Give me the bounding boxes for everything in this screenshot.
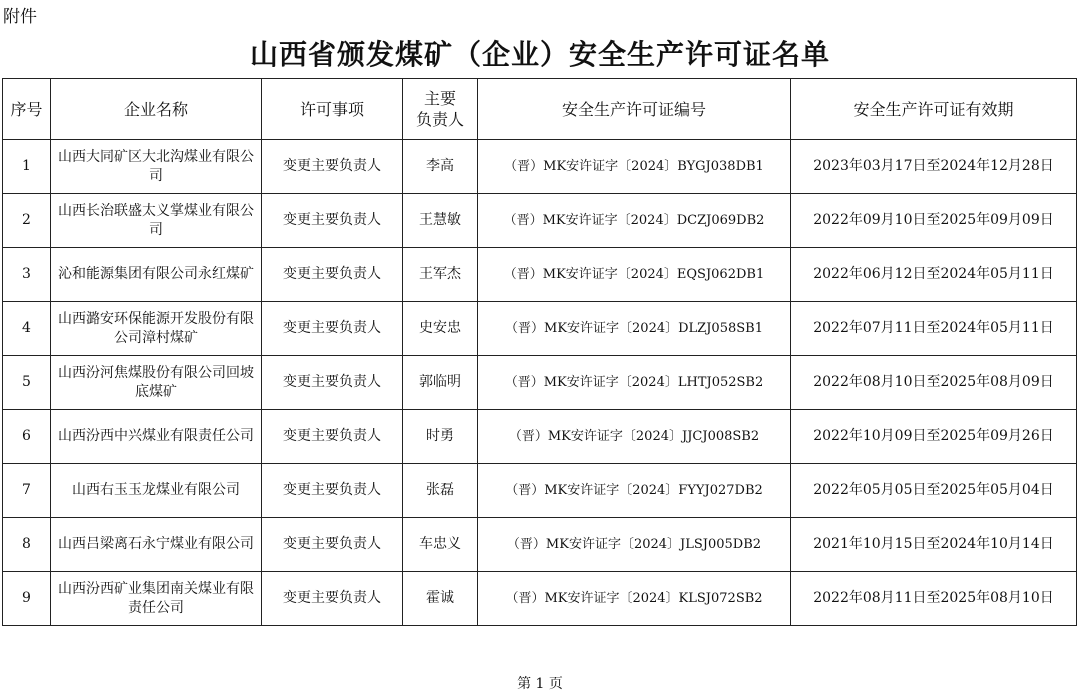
table-row [3, 410, 1077, 464]
cell-person: 王慧敏 [403, 194, 478, 248]
cell-item: 变更主要负责人 [262, 572, 403, 626]
cell-no: 3 [3, 248, 51, 302]
cell-company: 山西汾西中兴煤业有限责任公司 [51, 410, 262, 464]
cell-no: 1 [3, 140, 51, 194]
header-validity: 安全生产许可证有效期 [791, 79, 1077, 140]
cell-code: （晋）MK安许证字〔2024〕LHTJ052SB2 [478, 356, 791, 410]
cell-item: 变更主要负责人 [262, 302, 403, 356]
header-person: 主要 负责人 [403, 79, 478, 140]
cell-validity: 2022年08月10日至2025年08月09日 [791, 356, 1077, 410]
cell-person: 李高 [403, 140, 478, 194]
cell-person: 车忠义 [403, 518, 478, 572]
cell-code: （晋）MK安许证字〔2024〕JLSJ005DB2 [478, 518, 791, 572]
cell-code: （晋）MK安许证字〔2024〕KLSJ072SB2 [478, 572, 791, 626]
cell-validity: 2022年09月10日至2025年09月09日 [791, 194, 1077, 248]
cell-company: 山西长治联盛太义掌煤业有限公司 [51, 194, 262, 248]
cell-person: 郭临明 [403, 356, 478, 410]
cell-code: （晋）MK安许证字〔2024〕BYGJ038DB1 [478, 140, 791, 194]
cell-company: 山西汾河焦煤股份有限公司回坡底煤矿 [51, 356, 262, 410]
cell-validity: 2022年10月09日至2025年09月26日 [791, 410, 1077, 464]
cell-no: 5 [3, 356, 51, 410]
cell-code: （晋）MK安许证字〔2024〕DCZJ069DB2 [478, 194, 791, 248]
page-number: 第 1 页 [517, 676, 563, 692]
cell-code: （晋）MK安许证字〔2024〕DLZJ058SB1 [478, 302, 791, 356]
table-row [3, 140, 1077, 194]
cell-person: 时勇 [403, 410, 478, 464]
cell-person: 张磊 [403, 464, 478, 518]
cell-code: （晋）MK安许证字〔2024〕EQSJ062DB1 [478, 248, 791, 302]
table-row [3, 518, 1077, 572]
cell-item: 变更主要负责人 [262, 464, 403, 518]
cell-company: 沁和能源集团有限公司永红煤矿 [51, 248, 262, 302]
cell-no: 4 [3, 302, 51, 356]
table-row [3, 356, 1077, 410]
cell-item: 变更主要负责人 [262, 140, 403, 194]
cell-company: 山西潞安环保能源开发股份有限公司漳村煤矿 [51, 302, 262, 356]
table-row [3, 302, 1077, 356]
cell-company: 山西汾西矿业集团南关煤业有限责任公司 [51, 572, 262, 626]
header-code: 安全生产许可证编号 [478, 79, 791, 140]
cell-code: （晋）MK安许证字〔2024〕FYYJ027DB2 [478, 464, 791, 518]
cell-item: 变更主要负责人 [262, 410, 403, 464]
cell-company: 山西大同矿区大北沟煤业有限公司 [51, 140, 262, 194]
table-row [3, 194, 1077, 248]
cell-person: 史安忠 [403, 302, 478, 356]
cell-company: 山西吕梁离石永宁煤业有限公司 [51, 518, 262, 572]
header-item: 许可事项 [262, 79, 403, 140]
cell-no: 2 [3, 194, 51, 248]
cell-no: 6 [3, 410, 51, 464]
cell-person: 王军杰 [403, 248, 478, 302]
cell-validity: 2023年03月17日至2024年12月28日 [791, 140, 1077, 194]
header-company: 企业名称 [51, 79, 262, 140]
cell-validity: 2021年10月15日至2024年10月14日 [791, 518, 1077, 572]
cell-validity: 2022年07月11日至2024年05月11日 [791, 302, 1077, 356]
cell-validity: 2022年05月05日至2025年05月04日 [791, 464, 1077, 518]
cell-validity: 2022年06月12日至2024年05月11日 [791, 248, 1077, 302]
table-row [3, 572, 1077, 626]
cell-no: 9 [3, 572, 51, 626]
table-row [3, 464, 1077, 518]
cell-item: 变更主要负责人 [262, 518, 403, 572]
cell-item: 变更主要负责人 [262, 248, 403, 302]
document-title: 山西省颁发煤矿（企业）安全生产许可证名单 [249, 38, 830, 71]
table-row [3, 248, 1077, 302]
cell-validity: 2022年08月11日至2025年08月10日 [791, 572, 1077, 626]
attachment-label: 附件 [3, 7, 37, 27]
cell-company: 山西右玉玉龙煤业有限公司 [51, 464, 262, 518]
cell-person: 霍诚 [403, 572, 478, 626]
cell-item: 变更主要负责人 [262, 194, 403, 248]
cell-no: 8 [3, 518, 51, 572]
license-table [2, 78, 1077, 626]
table-header-row [3, 79, 1077, 140]
cell-item: 变更主要负责人 [262, 356, 403, 410]
header-no: 序号 [3, 79, 51, 140]
cell-no: 7 [3, 464, 51, 518]
cell-code: （晋）MK安许证字〔2024〕JJCJ008SB2 [478, 410, 791, 464]
